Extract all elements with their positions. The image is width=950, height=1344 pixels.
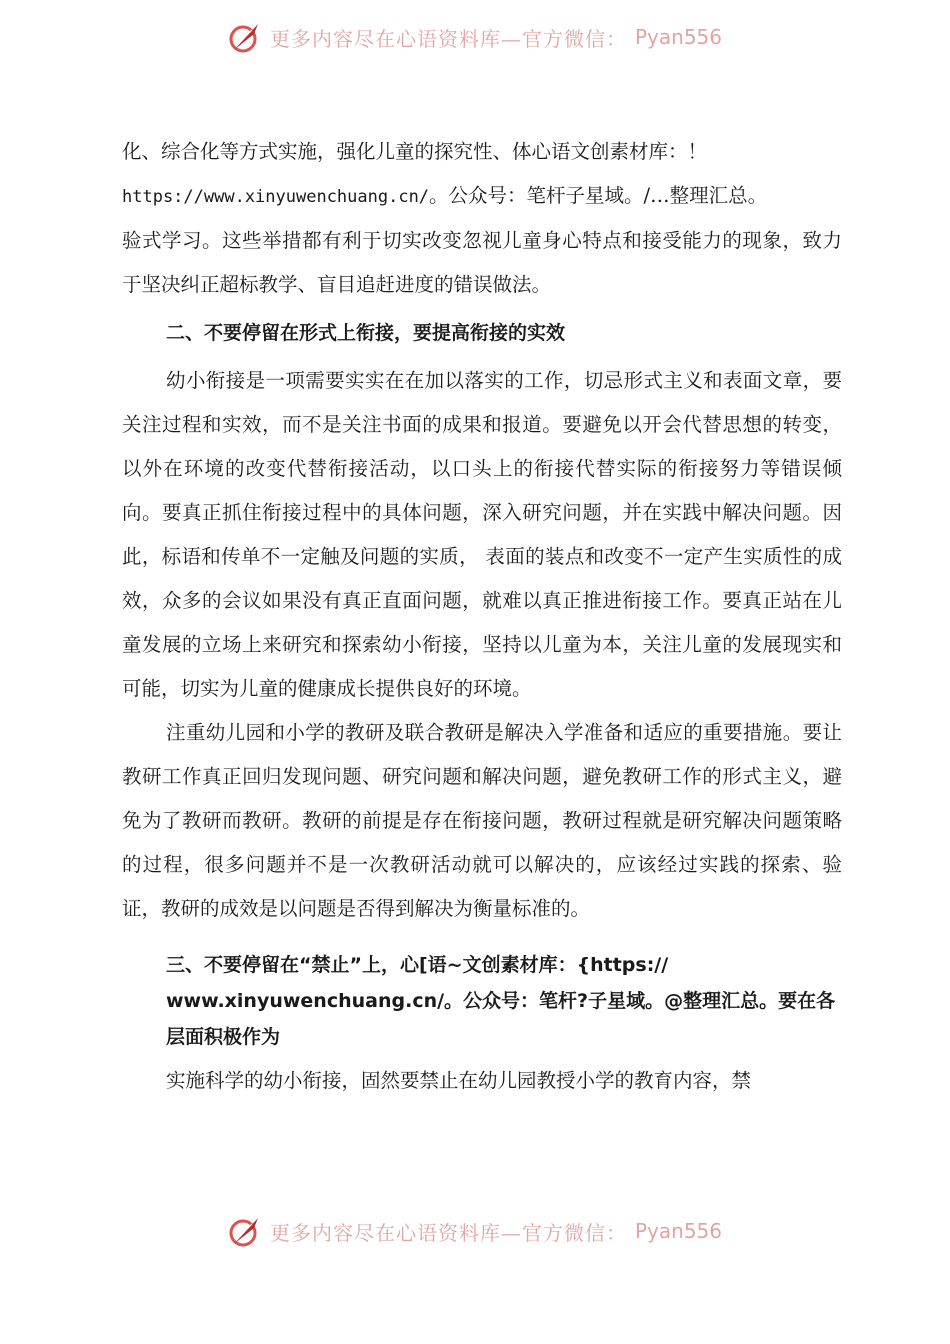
banner-wechat-id: Pyan556 — [634, 25, 722, 49]
p1-line1: 化、综合化等方式实施，强化儿童的探究性、体心语文创素材库：！ — [122, 140, 708, 163]
section-heading-3: 三、不要停留在“禁止”上，心[语~文创素材库：{https:// www.xinyuwenchuang.cn/。公众号：笔杆?子星域。@整理汇总。要在各层面积极作为 — [166, 954, 836, 1048]
p1-line3: 验式学习。这些举措都有利于切实改变忽视儿童身心特点和接受能力的现象，致力于坚决纠正超标教学、盲目追赶进度的错误做法。 — [122, 229, 842, 296]
banner-text: 更多内容尽在心语资料库—官方微信： — [269, 1220, 627, 1245]
document-body — [122, 130, 842, 1103]
paragraph-3: 注重幼儿园和小学的教研及联合教研是解决入学准备和适应的重要措施。要让教研工作真正回归发现问题、研究问题和解决问题，避免教研工作的形式主义，避免为了教研而教研。教研的前提是存在衔接问题，教研过程就是研究解决问题策略的过程，很多问题并不是一次教研活动就可以解决的，应该经过实践的探索、验证，教研的成效是以问题是否得到解决为衡量标准的。 — [122, 721, 842, 920]
footer-banner — [0, 1206, 950, 1256]
p1-url: https://www.xinyuwenchuang.cn/ — [122, 187, 430, 207]
header-banner — [0, 12, 950, 62]
banner-text: 更多内容尽在心语资料库—官方微信： — [269, 26, 627, 51]
quill-logo-icon — [228, 1214, 262, 1248]
p1-line2-rest: 。公众号：笔杆子星域。/…整理汇总。 — [429, 184, 768, 207]
paragraph-2: 幼小衔接是一项需要实实在在加以落实的工作，切忌形式主义和表面文章，要关注过程和实效，而不是关注书面的成果和报道。要避免以开会代替思想的转变，以外在环境的改变代替衔接活动，以口头上的衔接代替实际的衔接努力等错误倾向。要真正抓住衔接过程中的具体问题，深入研究问题，并在实践中解决问题。因此，标语和传单不一定触及问题的实质， 表面的装点和改变不一定产生实质性的成效，众多的会议如果没有真正直面问题，就难以真正推进衔接工作。要真正站在儿童发展的立场上来研究和探索幼小衔接，坚持以儿童为本，关注儿童的发展现实和可能，切实为儿童的健康成长提供良好的环境。 — [122, 369, 842, 700]
paragraph-4: 实施科学的幼小衔接，固然要禁止在幼儿园教授小学的教育内容，禁 — [166, 1069, 752, 1092]
banner-wechat-id: Pyan556 — [634, 1219, 722, 1243]
paragraph-continued — [122, 130, 842, 307]
section-heading-2: 二、不要停留在形式上衔接，要提高衔接的实效 — [166, 322, 566, 344]
quill-logo-icon — [228, 20, 262, 54]
